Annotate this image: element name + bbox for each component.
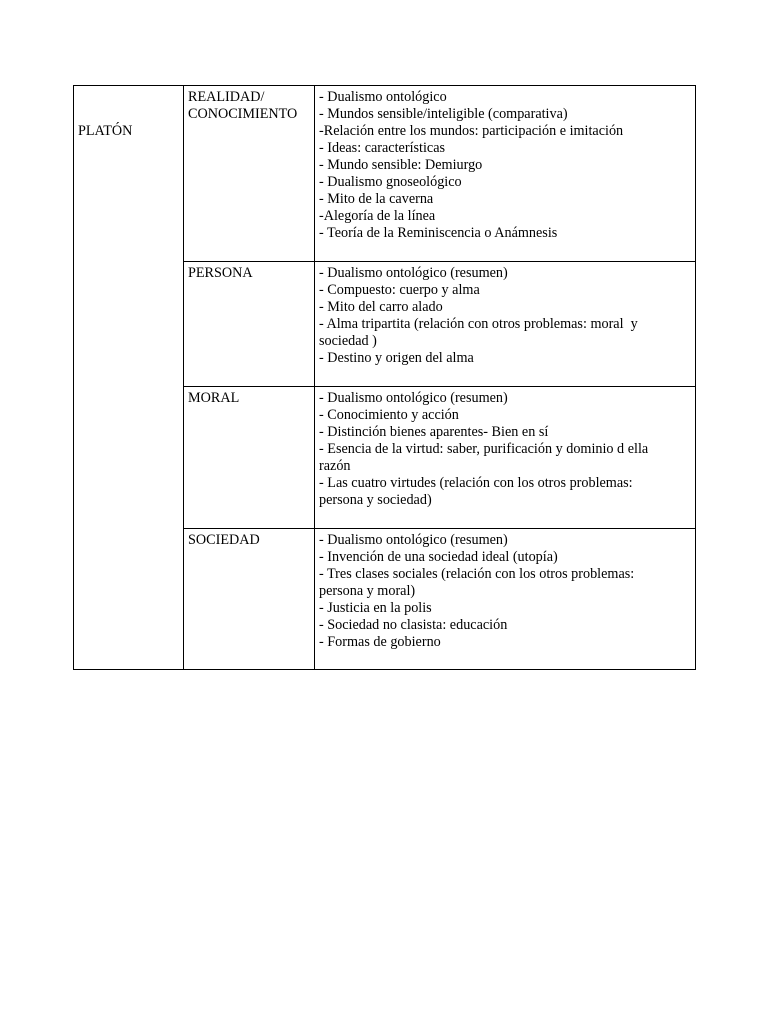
topic-content: - Dualismo ontológico - Mundos sensible/inteligible (comparativa) -Relación entre los mundos: participación e imitación - Ideas: características - Mundo sensible: Demiurgo - Dualismo gnoseológico - Mito de la caverna -Alegoría de la línea - Teoría de la Reminiscencia o Anámnesis: [319, 89, 624, 241]
topic-cell: [184, 262, 315, 387]
table-row: [74, 86, 696, 262]
topic-content: - Dualismo ontológico (resumen) - Invención de una sociedad ideal (utopía) - Tres clases sociales (relación con los otros problemas: persona y moral) - Justicia en la polis - Sociedad no clasista: educación - Formas de gobierno: [319, 532, 635, 650]
topic-content: - Dualismo ontológico (resumen) - Compuesto: cuerpo y alma - Mito del carro alado - Alma tripartita (relación con otros problemas: moral y sociedad ) - Destino y origen del alma: [319, 265, 638, 366]
syllabus-table: [73, 85, 696, 670]
author-cell: [74, 86, 184, 670]
topic-label: SOCIEDAD: [188, 532, 260, 548]
content-cell: [315, 86, 696, 262]
topic-cell: [184, 529, 315, 670]
topic-label: PERSONA: [188, 265, 253, 281]
content-cell: [315, 387, 696, 529]
topic-content: - Dualismo ontológico (resumen) - Conocimiento y acción - Distinción bienes aparentes- Bien en sí - Esencia de la virtud: saber, purificación y dominio d ella razón - Las cuatro virtudes (relación con los otros problemas: persona y sociedad): [319, 390, 649, 508]
topic-cell: [184, 86, 315, 262]
topic-cell: [184, 387, 315, 529]
content-cell: [315, 529, 696, 670]
author-name: PLATÓN: [78, 123, 133, 139]
topic-label: REALIDAD/ CONOCIMIENTO: [188, 89, 298, 122]
topic-label: MORAL: [188, 390, 240, 406]
content-cell: [315, 262, 696, 387]
